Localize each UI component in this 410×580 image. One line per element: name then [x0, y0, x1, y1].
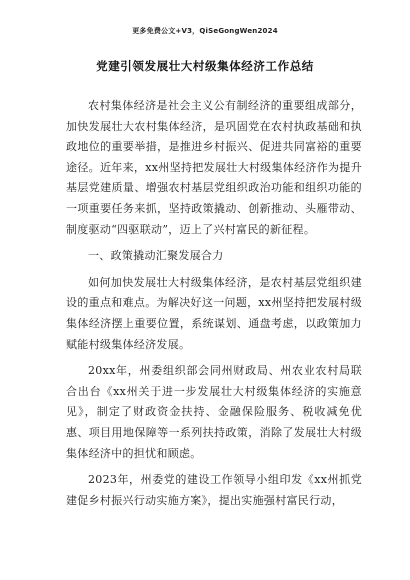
header-note: 更多免费公文+V3，QiSeGongWen2024 [132, 27, 278, 35]
paragraph-intro: 农村集体经济是社会主义公有制经济的重要组成部分，加快发展壮大农村集体经济，是巩固党在农村执政基础和执政地位的重要举措，是推进乡村振兴、促进共同富裕的重要途径。近年来，xx州坚持把发展壮大村级集体经济作为提升基层党建质量、增强农村基层党组织政治功能和组织功能的一项重要任务来抓，坚持政策撬动、创新推动、头雁带动、制度驱动“四驱联动”，迈上了兴村富民的新征程。 [66, 99, 362, 236]
document-title: 党建引领发展壮大村级集体经济工作总结 [96, 59, 314, 73]
paragraph-4: 2023年，州委党的建设工作领导小组印发《xx州抓党建促乡村振兴行动实施方案》，提出实施强村富民行动， [66, 473, 362, 507]
paragraph-3: 20xx年，州委组织部会同州财政局、州农业农村局联合出台《xx州关于进一步发展壮大村级集体经济的实施意见》，制定了财政资金扶持、金融保险服务、税收减免优惠、项目用地保障等一系列扶持政策，消除了发展壮大村级集体经济中的担忧和顾虑。 [66, 364, 362, 460]
section-heading-1: 一、政策撬动汇聚发展合力 [88, 249, 224, 263]
document-body [66, 96, 362, 517]
paragraph-2: 如何加快发展壮大村级集体经济，是农村基层党组织建设的重点和难点。为解决好这一问题，xx州坚持把发展村级集体经济摆上重要位置，系统谋划、通盘考虑，以政策加力赋能村级集体经济发展。 [66, 275, 362, 351]
